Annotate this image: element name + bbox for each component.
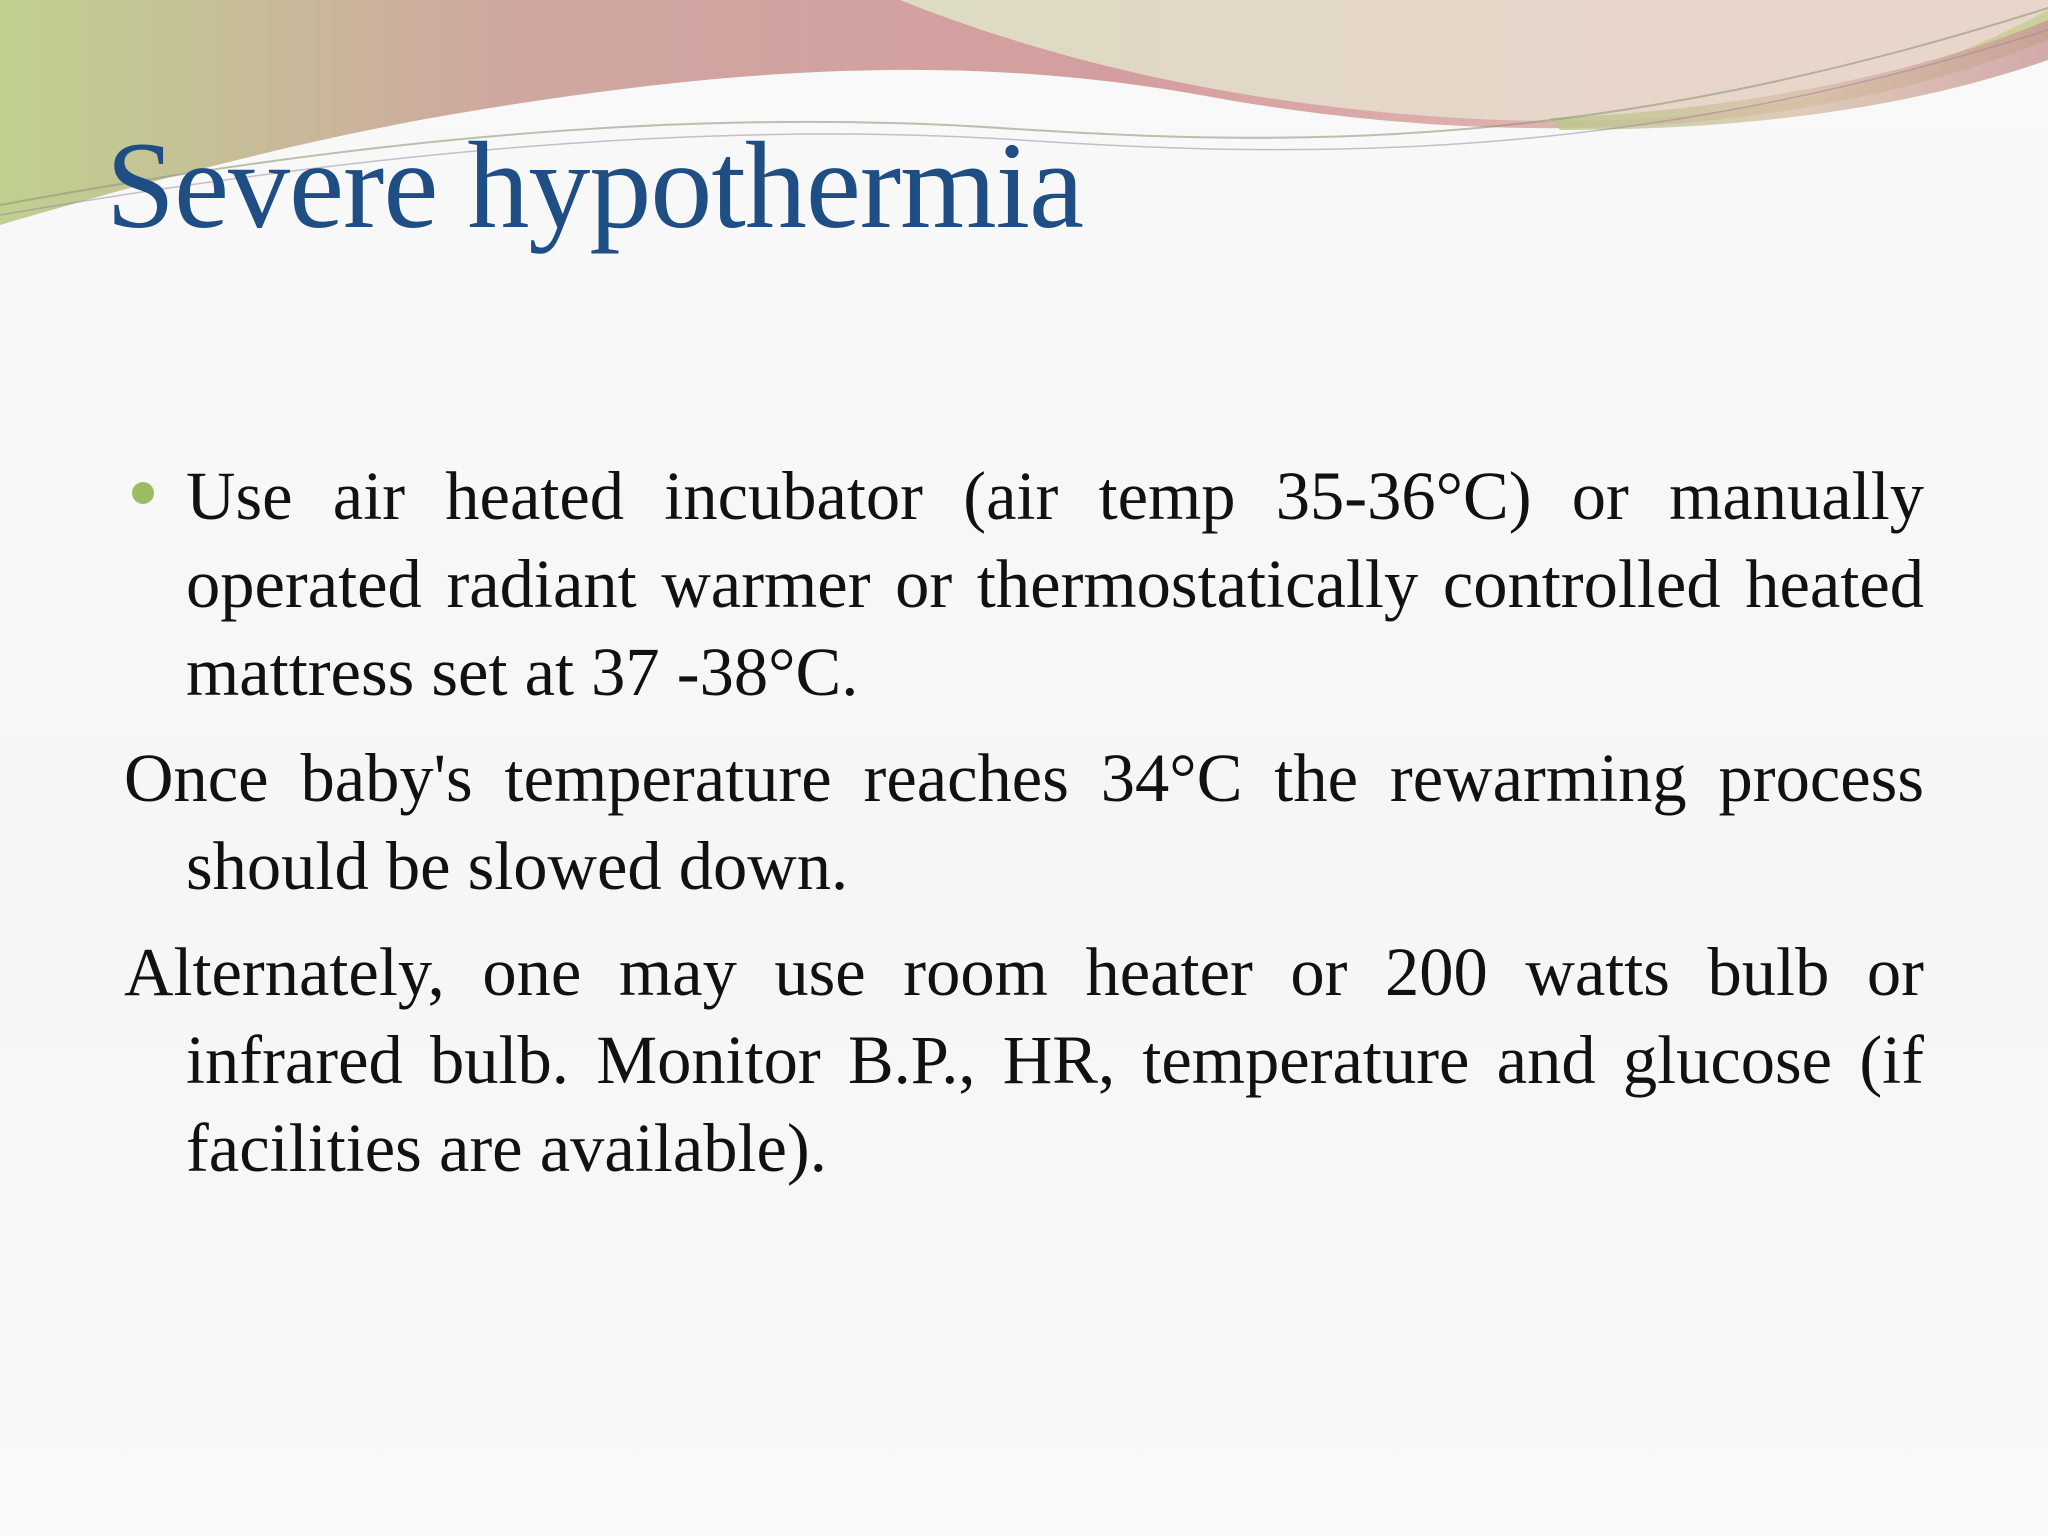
bullet-dot-icon	[132, 482, 154, 504]
bullet-text: Use air heated incubator (air temp 35-36°C) or manually operated radiant warmer or thermostatically controlled heated mattress set at 37 -38°C.	[186, 458, 1924, 710]
body-paragraph	[124, 734, 1924, 910]
paragraph-text: Once baby's temperature reaches 34°C the rewarming process should be slowed down.	[124, 740, 1924, 904]
slide-title: Severe hypothermia	[106, 117, 1084, 254]
paragraph-text: Alternately, one may use room heater or 200 watts bulb or infrared bulb. Monitor B.P., HR, temperature and glucose (if facilities are available).	[124, 934, 1924, 1186]
bullet-item	[124, 452, 1924, 716]
body-paragraph	[124, 928, 1924, 1192]
slide-body	[124, 452, 1924, 1210]
